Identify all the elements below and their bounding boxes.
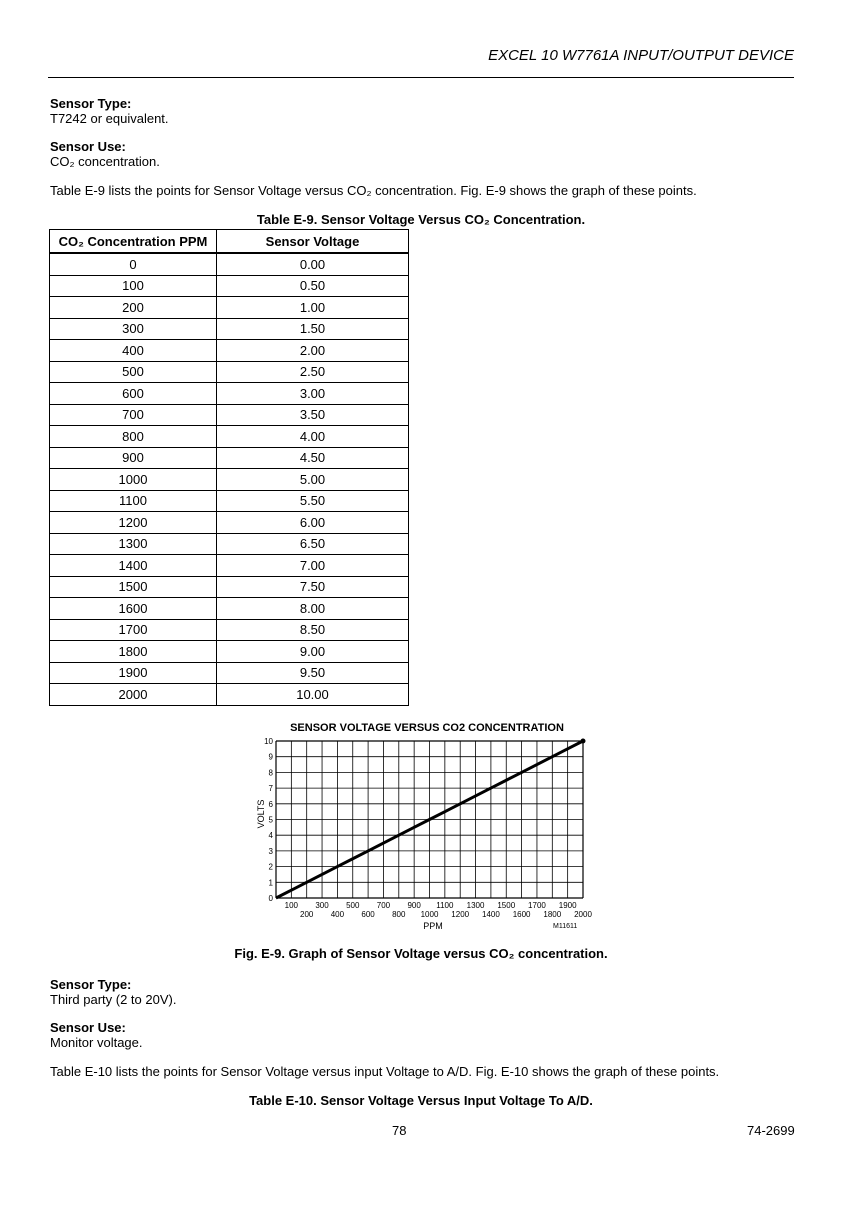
- cell-ppm: 200: [50, 297, 217, 319]
- cell-ppm: 1800: [50, 641, 217, 663]
- document-number: 74-2699: [747, 1123, 795, 1138]
- cell-ppm: 1700: [50, 619, 217, 641]
- cell-ppm: 500: [50, 361, 217, 383]
- y-tick-label: 9: [268, 752, 273, 762]
- intro-paragraph: Table E-9 lists the points for Sensor Voltage versus CO₂ concentration. Fig. E-9 shows the graph of these points.: [50, 183, 697, 198]
- sensor-use-label-2: Sensor Use:: [50, 1020, 126, 1035]
- table-e10-caption: Table E-10. Sensor Voltage Versus Input Voltage To A/D.: [249, 1093, 593, 1108]
- x-tick-label: 300: [315, 901, 329, 910]
- x-tick-label: 1600: [512, 910, 531, 919]
- cell-ppm: 400: [50, 340, 217, 362]
- x-tick-label: 900: [407, 901, 421, 910]
- y-tick-label: 6: [268, 799, 273, 809]
- sensor-use-value-2: Monitor voltage.: [50, 1035, 143, 1050]
- cell-voltage: 1.50: [217, 318, 409, 340]
- cell-ppm: 300: [50, 318, 217, 340]
- y-tick-label: 5: [268, 815, 273, 825]
- cell-voltage: 8.00: [217, 598, 409, 620]
- sensor-type-value-2: Third party (2 to 20V).: [50, 992, 177, 1007]
- table-e9-caption: Table E-9. Sensor Voltage Versus CO₂ Concentration.: [256, 212, 586, 227]
- cell-ppm: 1300: [50, 533, 217, 555]
- cell-voltage: 7.00: [217, 555, 409, 577]
- cell-voltage: 7.50: [217, 576, 409, 598]
- x-tick-label: 400: [330, 910, 345, 919]
- cell-voltage: 2.00: [217, 340, 409, 362]
- x-tick-label: 1700: [528, 901, 546, 910]
- cell-voltage: 3.00: [217, 383, 409, 405]
- figure-id: M11611: [553, 923, 578, 930]
- x-tick-label: 1000: [420, 910, 439, 919]
- page-number: 78: [392, 1123, 407, 1138]
- sensor-use-value: CO₂ concentration.: [50, 154, 160, 169]
- y-tick-label: 10: [264, 737, 273, 746]
- cell-voltage: 0.00: [217, 253, 409, 275]
- cell-voltage: 0.50: [217, 275, 409, 297]
- x-tick-label: 200: [300, 910, 314, 919]
- cell-ppm: 100: [50, 275, 217, 297]
- cell-ppm: 1100: [50, 490, 217, 512]
- x-tick-label: 100: [284, 901, 299, 910]
- cell-ppm: 1400: [50, 555, 217, 577]
- cell-voltage: 10.00: [217, 684, 409, 706]
- cell-voltage: 6.50: [217, 533, 409, 555]
- x-tick-labels: [285, 901, 593, 919]
- cell-voltage: 2.50: [217, 361, 409, 383]
- cell-ppm: 1200: [50, 512, 217, 534]
- cell-ppm: 600: [50, 383, 217, 405]
- x-tick-label: 2000: [574, 910, 592, 919]
- cell-voltage: 5.00: [217, 469, 409, 491]
- x-tick-label: 600: [361, 910, 375, 919]
- sensor-type-value: T7242 or equivalent.: [50, 111, 169, 126]
- y-tick-label: 1: [268, 878, 273, 888]
- sensor-type-label-2: Sensor Type:: [50, 977, 132, 992]
- column-header-ppm: CO₂ Concentration PPM: [50, 230, 217, 254]
- cell-voltage: 8.50: [217, 619, 409, 641]
- x-tick-label: 1400: [482, 910, 500, 919]
- cell-ppm: 700: [50, 404, 217, 426]
- cell-ppm: 0: [50, 253, 217, 275]
- cell-voltage: 6.00: [217, 512, 409, 534]
- cell-ppm: 1500: [50, 576, 217, 598]
- cell-voltage: 4.50: [217, 447, 409, 469]
- x-tick-label: 1800: [543, 910, 562, 919]
- y-tick-label: 2: [268, 862, 273, 872]
- x-tick-label: 1100: [436, 901, 454, 910]
- cell-ppm: 1600: [50, 598, 217, 620]
- y-axis-label: VOLTS: [256, 799, 266, 829]
- y-tick-label: 7: [268, 784, 273, 794]
- y-tick-label: 8: [268, 768, 273, 778]
- x-tick-label: 700: [376, 901, 391, 910]
- x-tick-label: 1500: [497, 901, 516, 910]
- cell-ppm: 900: [50, 447, 217, 469]
- y-tick-label: 0: [268, 894, 273, 903]
- cell-ppm: 800: [50, 426, 217, 448]
- intro-paragraph-2: Table E-10 lists the points for Sensor Voltage versus input Voltage to A/D. Fig. E-10 shows the graph of these points.: [50, 1064, 720, 1079]
- sensor-use-label: Sensor Use:: [50, 139, 126, 154]
- x-tick-label: 1300: [466, 901, 485, 910]
- y-tick-label: 4: [268, 831, 273, 841]
- running-header: EXCEL 10 W7761A INPUT/OUTPUT DEVICE: [488, 47, 794, 64]
- cell-voltage: 5.50: [217, 490, 409, 512]
- cell-ppm: 1000: [50, 469, 217, 491]
- chart-title: SENSOR VOLTAGE VERSUS CO2 CONCENTRATION: [290, 722, 564, 734]
- cell-ppm: 1900: [50, 662, 217, 684]
- cell-voltage: 9.50: [217, 662, 409, 684]
- cell-voltage: 4.00: [217, 426, 409, 448]
- x-axis-label: PPM: [423, 921, 443, 931]
- cell-voltage: 3.50: [217, 404, 409, 426]
- cell-ppm: 2000: [50, 684, 217, 706]
- x-tick-label: 1900: [558, 901, 577, 910]
- sensor-type-label: Sensor Type:: [50, 96, 132, 111]
- figure-e9-caption: Fig. E-9. Graph of Sensor Voltage versus CO₂ concentration.: [234, 946, 608, 961]
- column-header-voltage: Sensor Voltage: [217, 230, 409, 254]
- x-tick-label: 1200: [451, 910, 470, 919]
- cell-voltage: 9.00: [217, 641, 409, 663]
- cell-voltage: 1.00: [217, 297, 409, 319]
- y-tick-label: 3: [268, 846, 273, 856]
- series-end-point: [581, 739, 586, 744]
- x-tick-label: 500: [346, 901, 360, 910]
- x-tick-label: 800: [392, 910, 406, 919]
